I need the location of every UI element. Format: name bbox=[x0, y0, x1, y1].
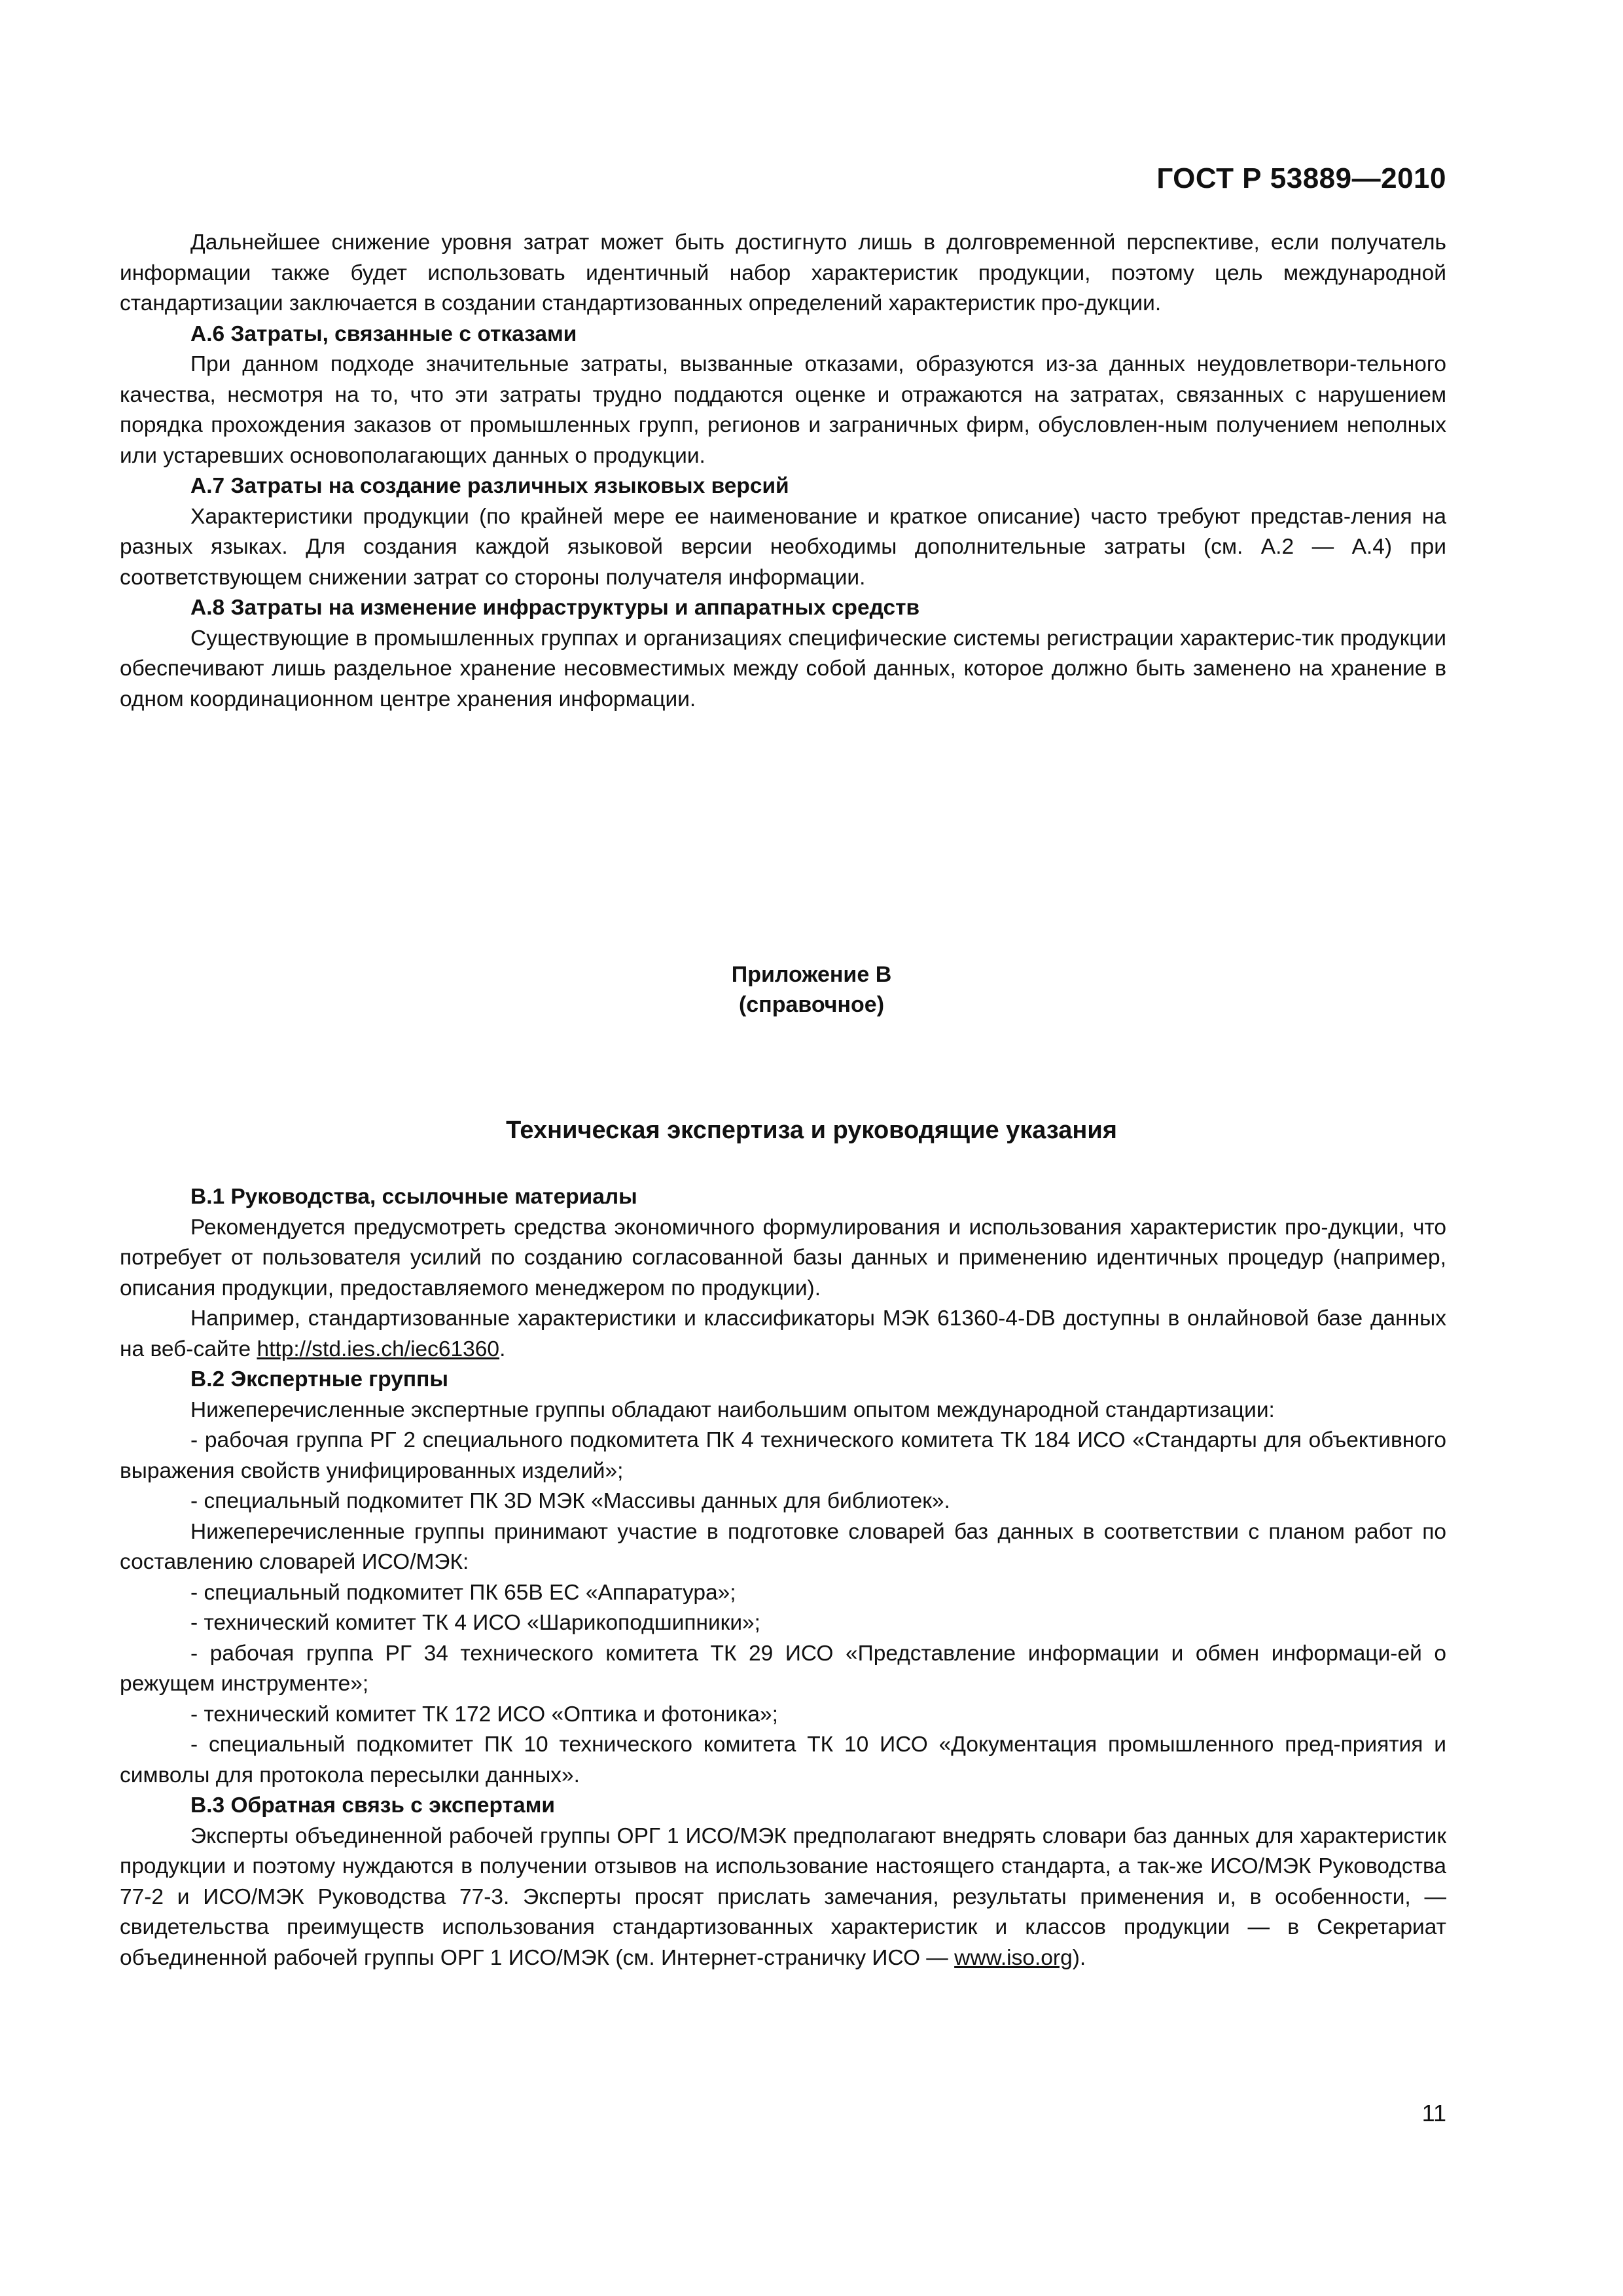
list-item: - рабочая группа РГ 34 технического комитета ТК 29 ИСО «Представление информации и обмен информаци-ей о режущем инструменте»; bbox=[120, 1641, 1446, 1696]
list-item: - специальный подкомитет ПК 65В ЕС «Аппаратура»; bbox=[190, 1580, 736, 1605]
iso-link[interactable]: www.iso.org bbox=[954, 1945, 1073, 1970]
document-code: ГОСТ Р 53889—2010 bbox=[1156, 162, 1446, 194]
page-number: 11 bbox=[1421, 2100, 1446, 2126]
b1-link-prefix: Например, стандартизованные характеристики и классификаторы МЭК 61360-4-DB доступны в онлайновой базе данных на веб-сайте bbox=[120, 1306, 1446, 1361]
list-item: - технический комитет ТК 4 ИСО «Шарикоподшипники»; bbox=[190, 1611, 760, 1635]
list-item: - рабочая группа РГ 2 специального подкомитета ПК 4 технического комитета ТК 184 ИСО «Стандарты для объективного выражения свойств унифицированных изделий»; bbox=[120, 1428, 1446, 1483]
section-b1-heading: В.1 Руководства, ссылочные материалы bbox=[190, 1185, 637, 1209]
list-item: - технический комитет ТК 172 ИСО «Оптика и фотоника»; bbox=[190, 1702, 778, 1727]
section-b3-heading: В.3 Обратная связь с экспертами bbox=[190, 1793, 555, 1818]
b1-link-suffix: . bbox=[499, 1336, 506, 1361]
iec-link[interactable]: http://std.ies.ch/iec61360 bbox=[257, 1336, 500, 1361]
annex-subtitle: (справочное) bbox=[738, 992, 885, 1017]
section-b2-intro: Нижеперечисленные экспертные группы обладают наибольшим опытом международной стандартизации: bbox=[190, 1397, 1275, 1422]
annex-section-title: Техническая экспертиза и руководящие указания bbox=[506, 1117, 1117, 1144]
list-item: - специальный подкомитет ПК 3D МЭК «Массивы данных для библиотек». bbox=[190, 1489, 950, 1513]
section-b3-text bbox=[120, 1821, 1446, 1974]
top-section bbox=[120, 228, 1446, 715]
section-a6-heading: А.6 Затраты, связанные с отказами bbox=[190, 321, 577, 346]
section-b2-intro-2: Нижеперечисленные группы принимают участие в подготовке словарей баз данных в соответствии с планом работ по составлению словарей ИСО/МЭК: bbox=[120, 1519, 1446, 1574]
annex-title: Приложение В bbox=[731, 962, 892, 987]
section-b1-text-link-paragraph bbox=[120, 1304, 1446, 1365]
section-a8-text: Существующие в промышленных группах и организациях специфические системы регистрации характерис-тик продукции обеспечивают лишь раздельное хранение несовместимых между собой данных, которое должно быть заменено на хранение в одном координационном центре хранения информации. bbox=[120, 626, 1446, 711]
section-a7-text: Характеристики продукции (по крайней мере ее наименование и краткое описание) часто требуют представ-ления на разных языках. Для создания каждой языковой версии необходимы дополнительные затраты (см. А.2 — А.4) при соответствующем снижении затрат со стороны получателя информации. bbox=[120, 504, 1446, 590]
section-a6-text: При данном подходе значительные затраты, вызванные отказами, образуются из-за данных неудовлетвори-тельного качества, несмотря на то, что эти затраты трудно поддаются оценке и отражаются на затратах, связанных с нарушением порядка прохождения заказов от промышленных групп, регионов и заграничных фирм, обусловлен-ным получением неполных или устаревших основополагающих данных о продукции. bbox=[120, 352, 1446, 468]
intro-paragraph: Дальнейшее снижение уровня затрат может быть достигнуто лишь в долговременной перспективе, если получатель информации также будет использовать идентичный набор характеристик продукции, поэтому цель международной стандартизации заключается в создании стандартизованных определений характеристик про-дукции. bbox=[120, 230, 1446, 315]
section-b1-text: Рекомендуется предусмотреть средства экономичного формулирования и использования характеристик про-дукции, что потребует от пользователя усилий по созданию согласованной базы данных и применению идентичных процедур (например, описания продукции, предоставляемого менеджером по продукции). bbox=[120, 1215, 1446, 1300]
section-a8-heading: А.8 Затраты на изменение инфраструктуры и аппаратных средств bbox=[190, 596, 920, 620]
list-item: - специальный подкомитет ПК 10 технического комитета ТК 10 ИСО «Документация промышленного пред-приятия и символы для протокола пересылки данных». bbox=[120, 1732, 1446, 1787]
b3-text-prefix: Эксперты объединенной рабочей группы ОРГ 1 ИСО/МЭК предполагают внедрять словари баз данных для характеристик продукции и поэтому нуждаются в получении отзывов на использование настоящего стандарта, а так-же ИСО/МЭК Руководства 77-2 и ИСО/МЭК Руководства 77-3. Эксперты просят прислать замечания, результаты применения и, в особенности, — свидетельства преимуществ использования стандартизованных характеристик и классов продукции — в Секретариат объединенной рабочей группы ОРГ 1 ИСО/МЭК (см. Интернет-страничку ИСО — bbox=[120, 1823, 1446, 1970]
section-b2-heading: В.2 Экспертные группы bbox=[190, 1367, 448, 1391]
section-a7-heading: А.7 Затраты на создание различных языковых версий bbox=[190, 474, 789, 498]
b3-text-suffix: ). bbox=[1072, 1945, 1086, 1970]
b-section bbox=[120, 1182, 1446, 1973]
